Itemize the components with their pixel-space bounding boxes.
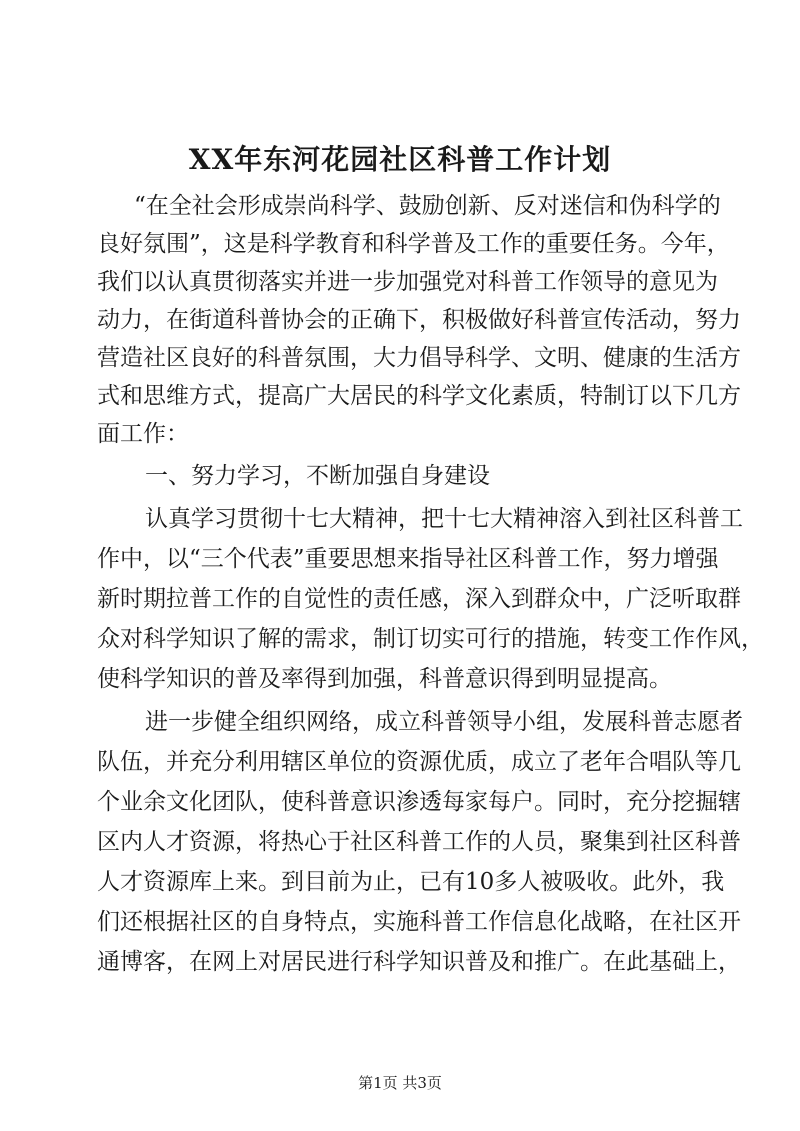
- paragraph-line: 作中，以“三个代表”重要思想来指导社区科普工作，努力增强: [97, 546, 719, 572]
- paragraph-line: 们还根据社区的自身特点，实施科普工作信息化战略，在社区开: [97, 909, 741, 935]
- paragraph-line: 个业余文化团队，使科普意识渗透每家每户。同时，充分挖掘辖: [97, 789, 741, 815]
- paragraph-line: 营造社区良好的科普氛围，大力倡导科学、文明、健康的生活方: [97, 345, 741, 371]
- paragraph-line: 面工作：: [97, 421, 189, 447]
- paragraph-line: 式和思维方式，提高广大居民的科学文化素质，特制订以下几方: [97, 383, 741, 409]
- paragraph-line: 众对科学知识了解的需求，制订切实可行的措施，转变工作作风，: [97, 626, 764, 652]
- paragraph-line: 认真学习贯彻十七大精神，把十七大精神溶入到社区科普工: [145, 506, 743, 532]
- paragraph-line: 动力，在街道科普协会的正确下，积极做好科普宣传活动，努力: [97, 307, 741, 333]
- paragraph-line: 使科学知识的普及率得到加强，科普意识得到明显提高。: [97, 666, 672, 692]
- paragraph-line: 区内人才资源，将热心于社区科普工作的人员，聚集到社区科普: [97, 829, 741, 855]
- paragraph-line: 我们以认真贯彻落实并进一步加强党对科普工作领导的意见为: [97, 269, 718, 295]
- paragraph-line: 人才资源库上来。到目前为止，已有10多人被吸收。此外，我: [97, 869, 725, 895]
- paragraph-line: 队伍，并充分利用辖区单位的资源优质，成立了老年合唱队等几: [97, 749, 741, 775]
- paragraph-line: 通博客，在网上对居民进行科学知识普及和推广。在此基础上，: [97, 949, 741, 975]
- page-footer: 第1页 共3页: [358, 1074, 442, 1092]
- page-title: XX年东河花园社区科普工作计划: [188, 143, 612, 176]
- paragraph-line: 良好氛围”，这是科学教育和科学普及工作的重要任务。今年，: [97, 231, 730, 257]
- section-heading: 一、努力学习，不断加强自身建设: [145, 463, 490, 489]
- paragraph-line: 进一步健全组织网络，成立科普领导小组，发展科普志愿者: [145, 709, 743, 735]
- paragraph-line: “在全社会形成崇尚科学、鼓励创新、反对迷信和伪科学的: [134, 193, 721, 219]
- paragraph-line: 新时期拉普工作的自觉性的责任感，深入到群众中，广泛听取群: [97, 586, 741, 612]
